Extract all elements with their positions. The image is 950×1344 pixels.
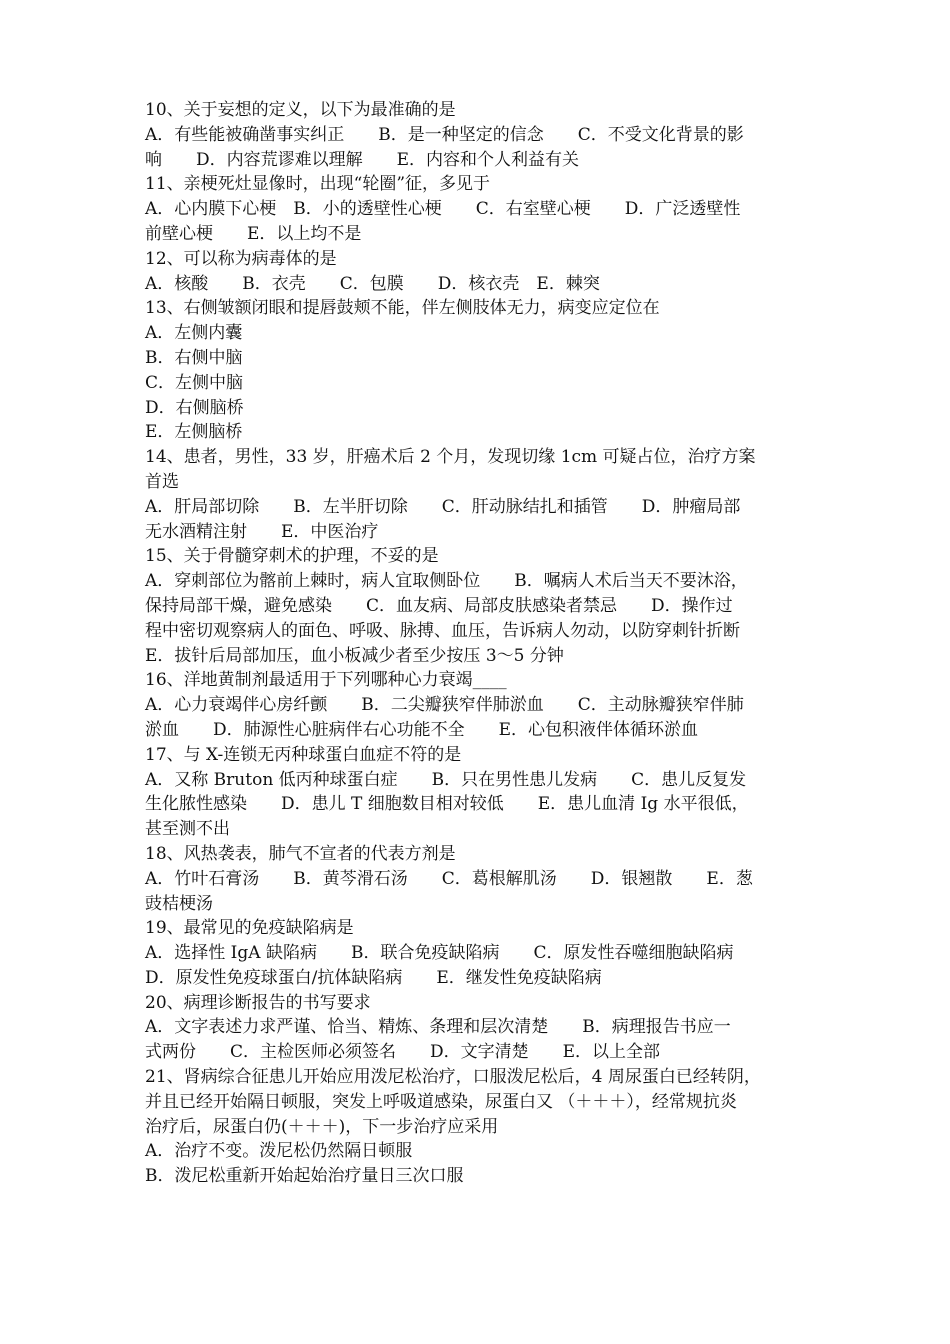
question-12-options: A．核酸 B．衣壳 C．包膜 D．核衣壳 E．棘突 [145,273,600,294]
question-19-title: 19、最常见的免疫缺陷病是 [145,918,354,939]
question-14-options: A．肝局部切除 B．左半肝切除 C．肝动脉结扎和插管 D．肿瘤局部 [145,496,741,517]
question-13-option-b: B．右侧中脑 [145,347,243,368]
question-10-title: 10、关于妄想的定义，以下为最准确的是 [145,100,456,120]
question-13-option-c: C．左侧中脑 [145,372,244,393]
question-21-title: 21、肾病综合征患儿开始应用泼尼松治疗，口服泼尼松后，4 周尿蛋白已经转阴， [145,1067,761,1088]
question-20-title: 20、病理诊断报告的书写要求 [145,992,371,1013]
question-15-options: E．拔针后局部加压，血小板减少者至少按压 3～5 分钟 [145,645,564,666]
question-16-options: 淤血 D．肺源性心脏病伴右心功能不全 E．心包积液伴体循环淤血 [145,719,699,740]
question-10-options: 响 D．内容荒谬难以理解 E．内容和个人利益有关 [145,149,580,170]
question-13-option-e: E．左侧脑桥 [145,422,243,443]
question-14-title: 14、患者，男性，33 岁，肝癌术后 2 个月，发现切缘 1cm 可疑占位，治疗方案 [145,447,756,468]
question-18-title: 18、风热袭表，肺气不宣者的代表方剂是 [145,843,456,864]
question-15-options: 保持局部干燥，避免感染 C．血友病、局部皮肤感染者禁忌 D．操作过 [145,595,733,616]
question-15-options: 程中密切观察病人的面色、呼吸、脉搏、血压，告诉病人勿动，以防穿刺针折断 [145,620,740,641]
question-21-option-b: B．泼尼松重新开始起始治疗量日三次口服 [145,1166,464,1187]
question-11-title: 11、亲梗死灶显像时，出现“轮圈”征，多见于 [145,174,491,195]
question-14-options: 无水酒精注射 E．中医治疗 [145,521,379,542]
question-21-title: 并且已经开始隔日顿服，突发上呼吸道感染，尿蛋白又 （＋＋＋），经常规抗炎 [145,1091,737,1112]
question-10-options: A．有些能被确凿事实纠正 B．是一种坚定的信念 C．不受文化背景的影 [145,124,744,145]
question-11-options: 前壁心梗 E．以上均不是 [145,223,362,244]
question-19-options: A．选择性 IgA 缺陷病 B．联合免疫缺陷病 C．原发性吞噬细胞缺陷病 [145,943,734,964]
question-18-options: A．竹叶石膏汤 B．黄芩滑石汤 C．葛根解肌汤 D．银翘散 E．葱 [145,868,753,889]
question-20-options: A．文字表述力求严谨、恰当、精炼、条理和层次清楚 B．病理报告书应一 [145,1017,731,1038]
question-21-option-a: A．治疗不变。泼尼松仍然隔日顿服 [145,1141,413,1162]
question-13-title: 13、右侧皱额闭眼和提唇鼓颊不能，伴左侧肢体无力，病变应定位在 [145,298,660,319]
question-17-title: 17、与 X-连锁无丙种球蛋白血症不符的是 [145,744,462,765]
question-16-title: 16、洋地黄制剂最适用于下列哪种心力衰竭____ [145,670,507,691]
question-16-options: A．心力衰竭伴心房纤颤 B．二尖瓣狭窄伴肺淤血 C．主动脉瓣狭窄伴肺 [145,695,744,716]
question-17-options: A．又称 Bruton 低丙种球蛋白症 B．只在男性患儿发病 C．患儿反复发 [145,769,747,790]
question-21-title: 治疗后，尿蛋白仍(＋＋＋)，下一步治疗应采用 [145,1116,499,1137]
question-14-title: 首选 [145,471,179,492]
document-page [145,98,813,1189]
question-12-title: 12、可以称为病毒体的是 [145,248,337,269]
question-20-options: 式两份 C．主检医师必须签名 D．文字清楚 E．以上全部 [145,1042,661,1063]
question-15-title: 15、关于骨髓穿刺术的护理，不妥的是 [145,546,439,567]
question-17-options: 生化脓性感染 D．患儿 T 细胞数目相对较低 E．患儿血清 Ig 水平很低， [145,794,749,815]
question-13-option-d: D．右侧脑桥 [145,397,244,418]
question-11-options: A．心内膜下心梗 B．小的透壁性心梗 C．右室壁心梗 D．广泛透壁性 [145,199,741,220]
question-19-options: D．原发性免疫球蛋白/抗体缺陷病 E．继发性免疫缺陷病 [145,967,602,988]
question-15-options: A．穿刺部位为髂前上棘时，病人宜取侧卧位 B．嘱病人术后当天不要沐浴， [145,571,748,592]
question-17-options: 甚至测不出 [145,819,230,840]
question-18-options: 豉桔梗汤 [145,893,213,914]
question-13-option-a: A．左侧内囊 [145,323,243,344]
